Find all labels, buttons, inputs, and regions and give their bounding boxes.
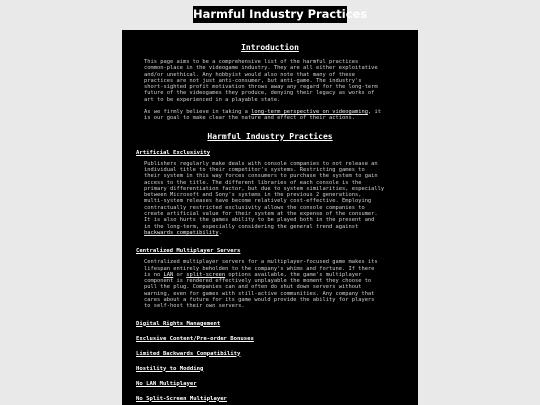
intro-section — [122, 43, 418, 122]
desc-text: options available, the game's multiplayer component is rendered effectively unplayable the moment they choose to pull the plug. Companies can and often do shut down servers without warning, even for games with still-active communities. Any company that cares about a future for its game would provide the ability for players to self-host their own servers. — [144, 271, 375, 310]
practice-link-drm[interactable]: Digital Rights Management — [136, 320, 221, 327]
intro-paragraph: This page aims to be a comprehensive list of the harmful practices common-place in the videogame industry. They are all either exploitative and/or unethical. Any hobbyist would also note that many of these practices are not just anti-consumer, but anti-game. The industry's short-sighted profit motivation throws away any regard for the long-term future of the videogames they produce, denying their legacy as works of art to be experienced in a playable state. — [144, 59, 378, 103]
practice-description — [122, 161, 418, 237]
practice-link-exclusive-content[interactable]: Exclusive Content/Pre-order Bonuses — [136, 335, 254, 342]
lan-link[interactable]: LAN — [163, 271, 174, 278]
desc-text: or — [173, 271, 187, 278]
practice-link-backwards-compat[interactable]: Limited Backwards Compatibility — [136, 350, 241, 357]
content-panel — [122, 30, 418, 405]
practice-links-list — [122, 321, 418, 403]
practice-item — [122, 248, 418, 309]
practice-link-modding[interactable]: Hostility to Modding — [136, 365, 204, 372]
practice-item — [122, 150, 418, 237]
split-screen-link[interactable]: split-screen — [186, 271, 226, 278]
desc-text: Centralized multiplayer servers for a multiplayer-focused game makes its lifespan entirely beholden to the company's whims and fortune. If there is no — [144, 259, 378, 278]
backwards-compatibility-link[interactable]: backwards compatibility — [144, 229, 219, 236]
practices-heading: Harmful Industry Practices — [207, 131, 333, 141]
long-term-perspective-link[interactable]: long-term perspective on videogaming — [251, 109, 368, 116]
intro-text: As we firmly believe in taking a — [144, 109, 252, 116]
intro-paragraph-2 — [122, 109, 418, 122]
practice-description — [122, 259, 418, 309]
practice-link-no-split-screen[interactable]: No Split-Screen Multiplayer — [136, 395, 227, 402]
desc-text: Publishers regularly make deals with console companies to not release an individual title to their competitor's systems. Restricting games to their system in this way forces consumers to purchase the system to gain access to the title. The different libraries of each console is the primary differentiation factor, but due to system similarities, especially between Microsoft and Sony's systems in the previous 2 generations, multi-system releases have become relatively cost-effective. Employing contractually restricted exclusivity allows the console companies to create artificial value for their system at the expense of the consumer. It is also hurts the games ability to be played both in the present and in the long-term, especially considering the general trend against — [144, 160, 385, 230]
desc-text-end: . — [218, 229, 222, 236]
practice-link-no-lan[interactable]: No LAN Multiplayer — [136, 380, 197, 387]
site-title: Harmful Industry Practices — [193, 7, 368, 21]
practice-link-centralized-multiplayer[interactable]: Centralized Multiplayer Servers — [136, 248, 241, 255]
practice-link-artificial-exclusivity[interactable]: Artificial Exclusivity — [136, 149, 211, 156]
intro-text-end: , it is our goal to make clear the nature and effect of their actions. — [144, 109, 381, 122]
intro-heading: Introduction — [241, 43, 299, 52]
